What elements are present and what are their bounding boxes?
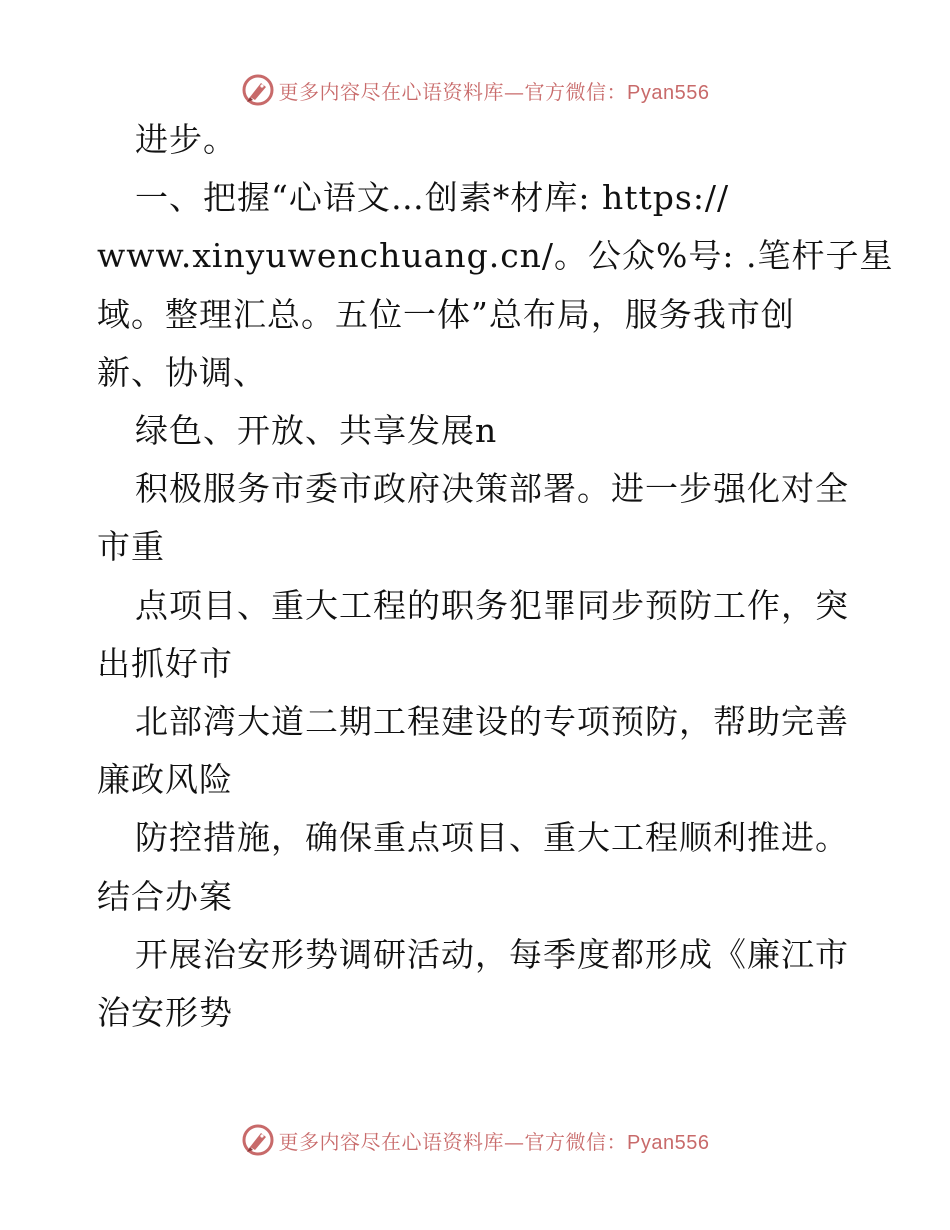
- text-line: 域。整理汇总。五位一体”总布局，服务我市创: [97, 294, 795, 334]
- text-line: 出抓好市: [97, 643, 233, 683]
- pen-nib-logo-icon: [241, 73, 275, 107]
- text-line: 廉政风险: [97, 760, 233, 800]
- header-banner: [0, 70, 950, 110]
- footer-banner: [0, 1120, 950, 1160]
- text-line: 结合办案: [97, 876, 233, 916]
- text-line: 点项目、重大工程的职务犯罪同步预防工作，突: [135, 585, 849, 625]
- pen-nib-logo-icon: [241, 1123, 275, 1157]
- text-line: 治安形势: [97, 993, 233, 1032]
- text-line: 防控措施，确保重点项目、重大工程顺利推进。: [135, 818, 849, 858]
- banner-text: 更多内容尽在心语资料库—官方微信：Pyan556: [278, 79, 710, 104]
- text-line: 市重: [97, 527, 165, 567]
- text-line: 新、协调、: [97, 352, 267, 392]
- banner-text: 更多内容尽在心语资料库—官方微信：Pyan556: [278, 1129, 710, 1154]
- text-line: 绿色、开放、共享发展n: [135, 411, 498, 450]
- text-line: 北部湾大道二期工程建设的专项预防，帮助完善: [135, 702, 849, 741]
- text-line: 进步。: [135, 120, 237, 159]
- text-line: www.xinyuwenchuang.cn/。公众%号: .笔杆子星: [97, 236, 894, 276]
- text-line: 一、把握“心语文…创素*材库: https://: [135, 178, 730, 218]
- text-line: 开展治安形势调研活动，每季度都形成《廉江市: [135, 934, 849, 974]
- text-line: 积极服务市委市政府决策部署。进一步强化对全: [135, 469, 849, 509]
